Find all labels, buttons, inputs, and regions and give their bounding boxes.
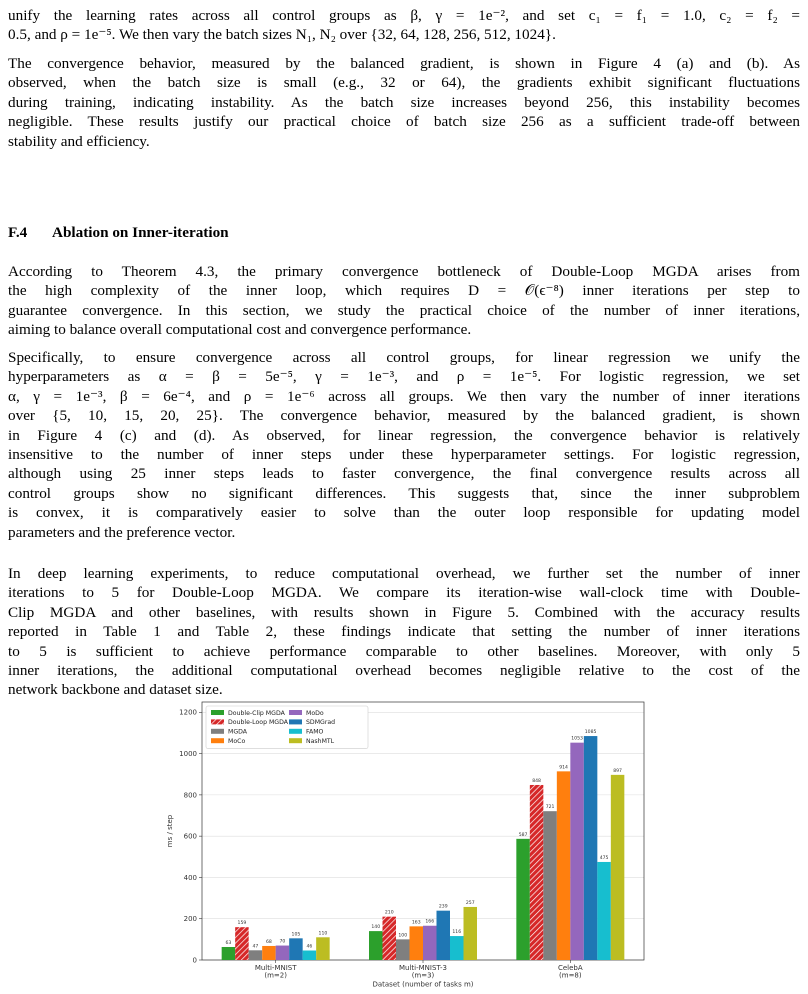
y-tick-label: 1000 — [179, 750, 197, 758]
section-heading — [8, 224, 229, 242]
section-title: Ablation on Inner-iteration — [52, 224, 229, 241]
section-number: F.4 — [8, 224, 28, 241]
legend-swatch — [211, 710, 224, 715]
chart-legend — [206, 706, 368, 749]
bar — [611, 775, 625, 960]
text-line: during training, indicating instability. As the batch size increases beyond 256, this instability becomes — [8, 93, 800, 111]
bar-value-label: 257 — [465, 900, 475, 906]
bar-value-label: 1053 — [571, 736, 583, 742]
bar-value-label: 914 — [559, 765, 568, 771]
bar — [249, 950, 263, 960]
bar — [584, 736, 598, 960]
bar-value-label: 159 — [237, 921, 247, 927]
bar — [557, 771, 571, 960]
text-line: stability and efficiency. — [8, 132, 150, 150]
text-line: α, γ = 1e⁻³, β = 6e⁻⁴, and ρ = 1e⁻⁶ across all groups. We then vary the number of inner iterations — [8, 387, 800, 405]
bar — [464, 907, 478, 960]
bar-value-label: 47 — [252, 944, 259, 950]
legend-label: MoCo — [228, 738, 246, 745]
bar — [383, 917, 397, 960]
bar — [396, 939, 410, 960]
text-line: iterations to 5 for Double-Loop MGDA. We compare its iteration-wise wall-clock time with Double- — [8, 584, 800, 602]
bar — [543, 811, 557, 960]
bar — [410, 926, 424, 960]
text-line: Clip MGDA and other baselines, with results shown in Figure 5. Combined with the accuracy results — [8, 603, 800, 621]
legend-swatch — [289, 738, 302, 743]
x-tick-label: (m=8) — [559, 971, 582, 980]
text-line: observed, when the batch size is small (e.g., 32 or 64), the gradients exhibit significant fluctuations — [8, 74, 800, 92]
bar-value-label: 475 — [599, 855, 609, 861]
text-line: network backbone and dataset size. — [8, 681, 223, 699]
bar-value-label: 105 — [291, 932, 301, 938]
bar — [222, 947, 236, 960]
bar — [423, 926, 437, 960]
y-tick-label: 1200 — [179, 708, 197, 717]
legend-swatch — [211, 719, 224, 724]
text-line: Specifically, to ensure convergence across all control groups, for linear regression we unify the — [8, 349, 800, 366]
bar — [303, 951, 317, 960]
bar — [316, 937, 330, 960]
x-tick-label: Multi-MNIST — [254, 964, 297, 972]
legend-swatch — [289, 719, 302, 724]
bar-value-label: 721 — [545, 805, 555, 811]
text-line: unify the learning rates across all control groups as β, γ = 1e⁻², and set c₁ = f₁ = 1.0, c₂ = f₂ = — [8, 7, 800, 24]
x-tick-label: Multi-MNIST-3 — [398, 964, 448, 972]
text-line: The convergence behavior, measured by the balanced gradient, is shown in Figure 4 (a) and (b). As — [8, 55, 800, 72]
bar — [235, 927, 249, 960]
bar — [516, 839, 530, 960]
legend-swatch — [211, 729, 224, 734]
text-line: the high complexity of the inner loop, which requires D = 𝒪(ϵ⁻⁸) inner iterations per step to — [8, 282, 800, 300]
text-line: guarantee convergence. In this section, we study the practical choice of the number of inner iterations, — [8, 301, 800, 319]
x-tick-label: CelebA — [557, 964, 583, 972]
text-line: reported in Table 1 and Table 2, these findings indicate that setting the number of inner iterations — [8, 623, 800, 641]
bar-value-label: 116 — [452, 930, 462, 936]
legend-label: FAMO — [306, 728, 324, 736]
y-tick-label: 0 — [192, 956, 197, 965]
bar-value-label: 100 — [398, 933, 408, 939]
legend-swatch — [211, 738, 224, 743]
bar — [262, 946, 276, 960]
bar — [369, 931, 383, 960]
text-line: is convex, it is comparatively easier to solve than the outer loop responsible for updating model — [8, 504, 800, 522]
text-line: aiming to balance overall computational cost and convergence performance. — [8, 321, 472, 339]
bar — [530, 785, 544, 960]
bar — [597, 862, 611, 960]
bar-value-label: 68 — [265, 939, 272, 945]
text-line: control groups show no significant differences. This suggests that, since the inner subproblem — [8, 484, 800, 502]
wallclock-bar-chart — [160, 690, 656, 990]
bar-value-label: 166 — [425, 919, 435, 925]
bar-value-label: 1085 — [584, 730, 597, 736]
legend-label: SDMGrad — [306, 719, 336, 727]
bar-group — [222, 729, 625, 960]
x-axis-label: Dataset (number of tasks m) — [372, 980, 474, 989]
text-line: According to Theorem 4.3, the primary convergence bottleneck of Double-Loop MGDA arises from — [8, 263, 800, 280]
bar-value-label: 140 — [371, 925, 381, 931]
text-line: 0.5, and ρ = 1e⁻⁵. We then vary the batch sizes N₁, N₂ over {32, 64, 128, 256, 512, 1024}. — [8, 26, 556, 44]
legend-swatch — [289, 710, 302, 715]
text-line: insensitive to the number of inner steps under these hyperparameter settings. For logistic regression, — [8, 446, 800, 464]
bar-value-label: 70 — [279, 939, 286, 945]
paragraph-deep-learning — [8, 564, 800, 700]
legend-swatch — [289, 729, 302, 734]
bar — [276, 946, 290, 960]
text-line: hyperparameters as α = β = 5e⁻⁵, γ = 1e⁻³, and ρ = 1e⁻⁵. For logistic regression, we set — [8, 368, 800, 386]
x-tick-label: (m=3) — [411, 971, 435, 980]
bar — [570, 743, 584, 960]
legend-label: MGDA — [228, 728, 248, 736]
text-line: inner iterations, the additional computational overhead becomes negligible relative to the cost of the — [8, 662, 800, 680]
y-axis-label: ms / step — [166, 814, 174, 848]
bar-value-label: 239 — [438, 904, 448, 910]
bar-value-label: 210 — [384, 910, 394, 916]
y-tick-label: 400 — [183, 873, 197, 882]
legend-label: Double-Clip MGDA — [228, 709, 285, 717]
paragraph-hyperparameters — [8, 348, 800, 542]
y-tick-label: 200 — [183, 915, 197, 924]
y-tick-label: 800 — [183, 791, 197, 800]
bar-value-label: 163 — [411, 920, 421, 926]
paragraph-inner-loop-bottleneck — [8, 262, 800, 340]
y-tick-label: 600 — [183, 832, 197, 841]
text-line: In deep learning experiments, to reduce computational overhead, we further set the number of inner — [8, 565, 800, 582]
bar-value-label: 587 — [518, 832, 528, 838]
bar-value-label: 110 — [318, 931, 328, 937]
bar-value-label: 63 — [225, 940, 232, 946]
text-line: negligible. These results justify our practical choice of batch size 256 as a sufficient trade-off between — [8, 113, 800, 131]
text-line: in Figure 4 (c) and (d). As observed, for linear regression, the convergence behavior is relatively — [8, 426, 800, 444]
legend-label: Double-Loop MGDA — [228, 719, 288, 727]
legend-label: NashMTL — [306, 738, 335, 745]
bar-value-label: 46 — [306, 944, 313, 950]
bar — [289, 938, 303, 960]
legend-label: MoDo — [306, 709, 324, 717]
bar — [450, 936, 464, 960]
bar — [437, 911, 451, 960]
paragraph-batch-size-settings — [8, 6, 800, 45]
bar-value-label: 848 — [532, 778, 541, 784]
text-line: over {5, 10, 15, 20, 25}. The convergence behavior, measured by the balanced gradient, is shown — [8, 407, 800, 425]
bar-value-label: 897 — [613, 768, 622, 774]
text-line: although using 25 inner steps leads to faster convergence, the final convergence results across all — [8, 465, 800, 483]
paragraph-batch-size-results — [8, 54, 800, 151]
text-line: to 5 is sufficient to achieve performance comparable to other baselines. Moreover, with only 5 — [8, 642, 800, 660]
text-line: parameters and the preference vector. — [8, 523, 236, 541]
x-tick-label: (m=2) — [264, 971, 287, 980]
